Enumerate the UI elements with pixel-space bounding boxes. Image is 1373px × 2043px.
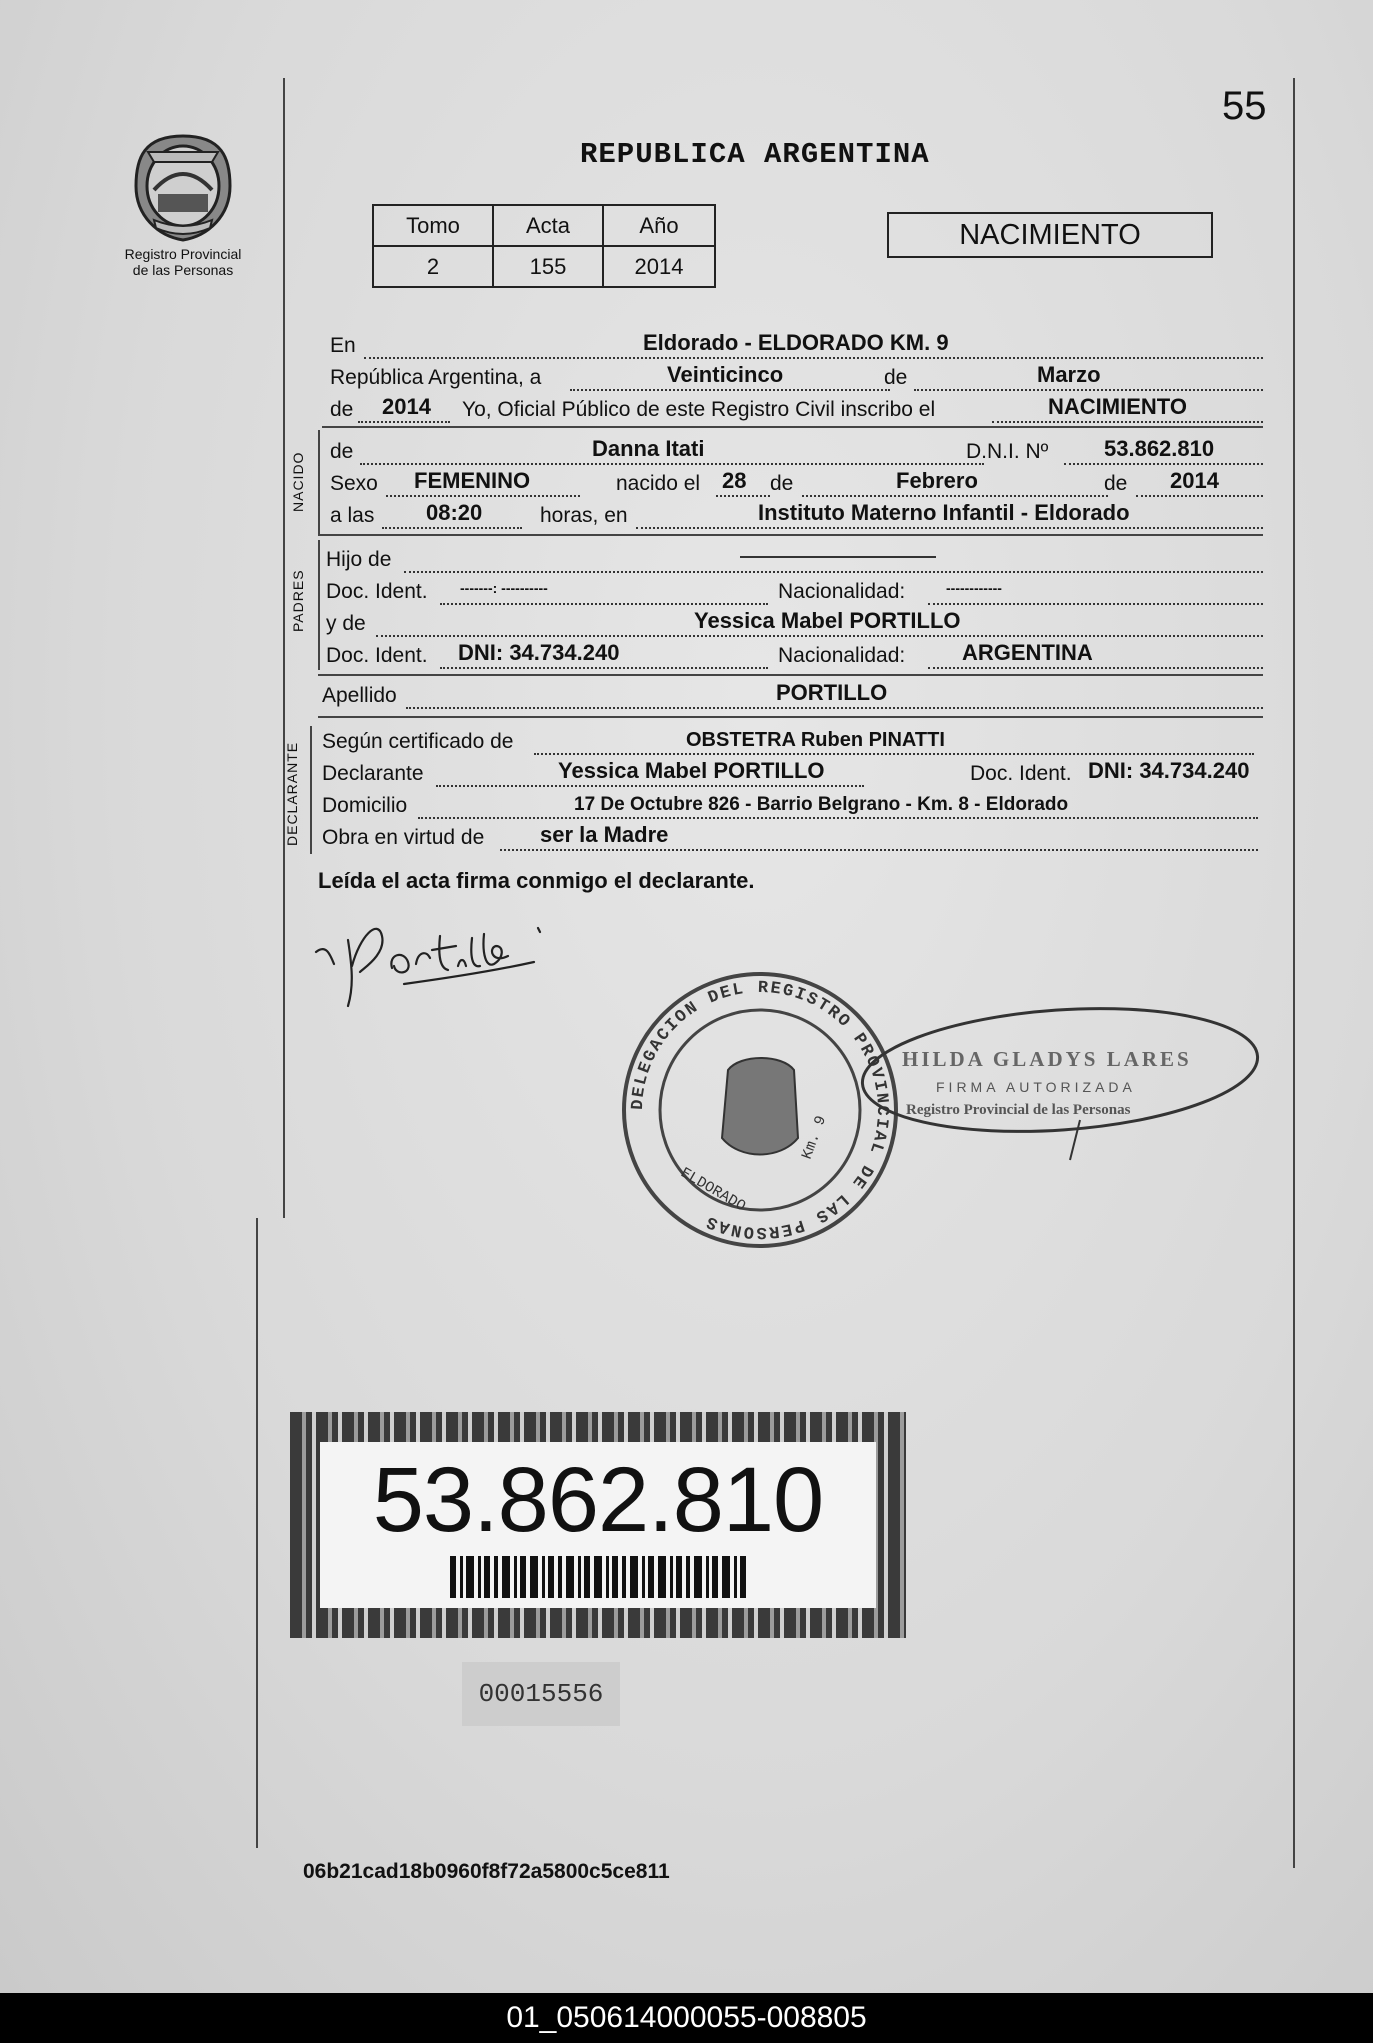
- table-header-tomo: Tomo: [373, 205, 493, 246]
- label-sex: Sexo: [330, 472, 378, 495]
- row-name: [330, 436, 1263, 466]
- mother-nationality-value: ARGENTINA: [962, 640, 1093, 665]
- birth-day-value: 28: [722, 468, 747, 493]
- left-margin-line: [283, 78, 285, 1218]
- label-hijo: Hijo de: [326, 548, 392, 571]
- row-date: [330, 362, 1263, 392]
- row-certificate: [322, 726, 1254, 756]
- scan-footer: 01_050614000055-008805: [0, 1993, 1373, 2043]
- label-name: de: [330, 440, 354, 463]
- declarante-section-label: DECLARANTE: [284, 741, 300, 846]
- svg-text:Registro Provincial de las Per: Registro Provincial de las Personas: [906, 1102, 1131, 1118]
- row-hijo: [326, 544, 1263, 574]
- birth-year-value: 2014: [1170, 468, 1219, 493]
- declarant-doc-value: DNI: 34.734.240: [1088, 758, 1250, 783]
- nacido-section-label: NACIDO: [290, 451, 306, 512]
- dotted-leader: [404, 545, 1263, 573]
- label-republic: República Argentina, a: [330, 366, 542, 389]
- label-nationality-mother: Nacionalidad:: [778, 644, 906, 667]
- row-time-place: [330, 500, 1263, 530]
- document-hash: 06b21cad18b0960f8f72a5800c5ce811: [303, 1860, 670, 1883]
- place-value: Eldorado - ELDORADO KM. 9: [643, 330, 949, 355]
- label-capacity: Obra en virtud de: [322, 826, 485, 849]
- svg-text:DELEGACION DEL REGISTRO PROVIN: DELEGACION DEL REGISTRO PROVINCIAL DE LAS PERSONAS: [628, 978, 892, 1242]
- label-doc-father: Doc. Ident.: [326, 580, 428, 603]
- barcode-number: 53.862.810: [372, 1449, 824, 1551]
- act-type-value: NACIMIENTO: [1048, 394, 1187, 419]
- label-born: nacido el: [616, 472, 701, 495]
- svg-text:Km. 9: Km. 9: [798, 1113, 831, 1162]
- logo-caption-line2: de las Personas: [132, 262, 234, 278]
- row-declarant: [322, 758, 1258, 788]
- label-address: Domicilio: [322, 794, 408, 817]
- left-margin-line-lower: [256, 1218, 258, 1848]
- table-value-acta: 155: [493, 246, 603, 287]
- label-apellido: Apellido: [322, 684, 397, 707]
- apellido-value: PORTILLO: [776, 680, 888, 705]
- document-title: REPUBLICA ARGENTINA: [580, 138, 930, 171]
- rule-before-padres: [318, 534, 1263, 536]
- declarant-value: Yessica Mabel PORTILLO: [558, 758, 825, 783]
- month-value: Marzo: [1037, 362, 1101, 387]
- table-header-ano: Año: [603, 205, 715, 246]
- label-de-birth-month: de: [770, 472, 794, 495]
- label-place: horas, en: [540, 504, 628, 527]
- nacido-bar: [318, 430, 320, 534]
- row-capacity: [322, 822, 1258, 852]
- day-words-value: Veinticinco: [667, 362, 784, 387]
- row-place: [330, 330, 1263, 360]
- padres-bar: [318, 540, 320, 670]
- label-nationality-father: Nacionalidad:: [778, 580, 906, 603]
- table-header-acta: Acta: [493, 205, 603, 246]
- label-doc-declarant: Doc. Ident.: [970, 762, 1072, 785]
- row-officer: [330, 394, 1263, 424]
- row-mother: [326, 608, 1263, 638]
- birth-place-value: Instituto Materno Infantil - Eldorado: [758, 500, 1130, 525]
- father-nationality-value: ------------: [946, 580, 1002, 596]
- rule-before-declarante: [318, 716, 1263, 718]
- page-number: 55: [1222, 84, 1267, 128]
- sex-value: FEMENINO: [414, 468, 531, 493]
- row-father-doc: [326, 576, 1263, 606]
- label-en: En: [330, 334, 356, 357]
- year-value: 2014: [382, 394, 431, 419]
- address-value: 17 De Octubre 826 - Barrio Belgrano - Km. 8 - Eldorado: [574, 794, 1069, 815]
- label-de-year: de: [330, 398, 354, 421]
- table-value-tomo: 2: [373, 246, 493, 287]
- barcode-inner: [320, 1442, 876, 1608]
- barcode-label: [290, 1412, 906, 1638]
- capacity-value: ser la Madre: [540, 822, 669, 847]
- svg-text:ELDORADO: ELDORADO: [677, 1164, 749, 1216]
- officer-text: Yo, Oficial Público de este Registro Civil inscribo el: [462, 398, 936, 421]
- right-margin-line: [1293, 78, 1295, 1868]
- label-de-birth-year: de: [1104, 472, 1128, 495]
- rule-before-nacido: [322, 426, 1263, 428]
- child-name-value: Danna Itati: [592, 436, 705, 461]
- official-stamp: [600, 960, 1280, 1260]
- declarante-bar: [310, 726, 312, 854]
- child-dni-value: 53.862.810: [1104, 436, 1215, 461]
- record-type-box: NACIMIENTO: [887, 212, 1213, 258]
- label-y-de: y de: [326, 612, 366, 635]
- mother-name-value: Yessica Mabel PORTILLO: [694, 608, 961, 633]
- province-logo: [112, 128, 254, 278]
- birth-month-value: Febrero: [896, 468, 978, 493]
- label-de-month: de: [884, 366, 908, 389]
- barcode-bars: [450, 1556, 750, 1598]
- coat-of-arms-icon: [124, 128, 242, 246]
- time-value: 08:20: [426, 500, 483, 525]
- label-declarant: Declarante: [322, 762, 424, 785]
- svg-text:HILDA GLADYS LARES: HILDA GLADYS LARES: [902, 1047, 1192, 1071]
- registry-table: [372, 204, 716, 288]
- label-certificate: Según certificado de: [322, 730, 514, 753]
- row-mother-doc: [326, 640, 1263, 670]
- serial-number: 00015556: [462, 1662, 620, 1726]
- label-time: a las: [330, 504, 375, 527]
- father-doc-value: -------: ----------: [460, 580, 548, 596]
- label-doc-mother: Doc. Ident.: [326, 644, 428, 667]
- label-dni: D.N.I. Nº: [966, 440, 1049, 463]
- padres-section-label: PADRES: [290, 569, 306, 632]
- table-value-ano: 2014: [603, 246, 715, 287]
- logo-caption-line1: Registro Provincial: [124, 246, 242, 262]
- row-address: [322, 790, 1258, 820]
- svg-text:FIRMA AUTORIZADA: FIRMA AUTORIZADA: [936, 1079, 1136, 1095]
- mother-doc-value: DNI: 34.734.240: [458, 640, 620, 665]
- closing-statement: Leída el acta firma conmigo el declarante.: [318, 868, 755, 893]
- certificate-value: OBSTETRA Ruben PINATTI: [686, 729, 945, 751]
- row-apellido: [322, 680, 1263, 710]
- row-sex-birth: [330, 468, 1263, 498]
- rule-before-apellido: [318, 674, 1263, 676]
- handwritten-signature: [308, 906, 568, 1016]
